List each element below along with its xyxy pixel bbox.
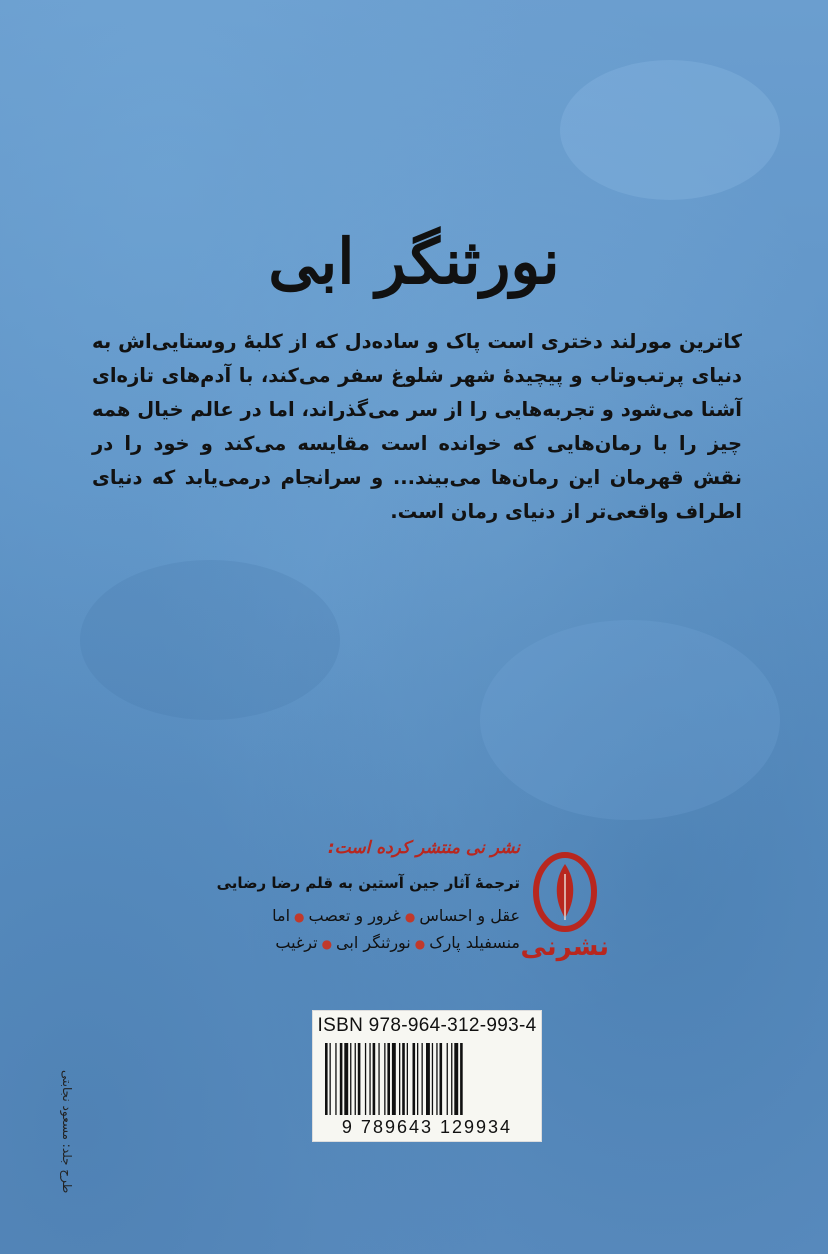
title-item: نورثنگر ابی bbox=[336, 933, 411, 952]
barcode-bar bbox=[340, 1043, 343, 1115]
barcode-bar bbox=[417, 1043, 418, 1115]
titles-line-2 bbox=[240, 933, 520, 952]
barcode-bar bbox=[335, 1043, 336, 1115]
barcode-bar bbox=[369, 1043, 370, 1115]
barcode-bar bbox=[432, 1043, 433, 1115]
publisher-heading: نشر نی منتشر کرده است: bbox=[327, 838, 520, 858]
book-blurb: کاترین مورلند دختری است پاک و ساده‌دل که از کلبهٔ روستایی‌اش به دنیای پرتب‌وتاب و پیچیدهٔ شهر شلوغ سفر می‌کند، با آدم‌های تازه‌ای آشنا می‌شود و تجربه‌هایی را از سر می‌گذراند، اما در عالم خیال همه چیز را با رمان‌هایی که خوانده است مقایسه می‌کند و خود را در نقش قهرمان این رمان‌ها می‌بیند... و سرانجام درمی‌یابد که دنیای اطراف واقعی‌تر از دنیای رمان است. bbox=[92, 330, 742, 523]
title-item: غرور و تعصب bbox=[308, 906, 401, 925]
barcode-bar bbox=[436, 1043, 437, 1115]
title-item: منسفیلد پارک bbox=[429, 933, 520, 952]
credit-text: طرح جلد: مسعود نجابتی bbox=[60, 1070, 74, 1194]
barcode-bar bbox=[373, 1043, 376, 1115]
barcode-bar bbox=[344, 1043, 348, 1115]
barcode-bar bbox=[413, 1043, 416, 1115]
barcode-bar bbox=[460, 1043, 463, 1115]
publisher-logo-text: نشرنی bbox=[520, 932, 609, 962]
title-item: عقل و احساس bbox=[419, 906, 520, 925]
barcode-bar bbox=[358, 1043, 361, 1115]
barcode-icon bbox=[323, 1043, 531, 1115]
publisher-list bbox=[216, 838, 520, 960]
cover-design-credit bbox=[60, 1070, 80, 1220]
barcode-bar bbox=[451, 1043, 452, 1115]
bullet-icon: ● bbox=[294, 909, 305, 924]
barcode-bar bbox=[355, 1043, 356, 1115]
title-item: اما bbox=[272, 906, 291, 925]
barcode-bar bbox=[365, 1043, 366, 1115]
barcode-label bbox=[312, 1010, 542, 1142]
barcode-bar bbox=[426, 1043, 430, 1115]
barcode-bar bbox=[378, 1043, 379, 1115]
book-title: نورثنگر ابی bbox=[268, 225, 560, 298]
barcode-bar bbox=[330, 1043, 331, 1115]
bullet-icon: ● bbox=[404, 909, 416, 924]
isbn-text: ISBN 978-964-312-993-4 bbox=[317, 1015, 537, 1036]
barcode-bar bbox=[392, 1043, 396, 1115]
barcode-bar bbox=[422, 1043, 423, 1115]
barcode-digits: 9 789643 129934 bbox=[341, 1117, 513, 1137]
barcode-bar bbox=[440, 1043, 443, 1115]
barcode-bar bbox=[384, 1043, 385, 1115]
texture-mottle bbox=[560, 60, 780, 200]
barcode-bar bbox=[447, 1043, 448, 1115]
barcode-bar bbox=[350, 1043, 351, 1115]
barcode-bar bbox=[325, 1043, 328, 1115]
barcode-bar bbox=[399, 1043, 400, 1115]
texture-mottle bbox=[80, 560, 340, 720]
title-item: ترغیب bbox=[275, 933, 318, 952]
bullet-icon: ● bbox=[414, 936, 426, 951]
titles-line-1 bbox=[240, 906, 520, 925]
barcode-bar bbox=[407, 1043, 408, 1115]
barcode-bar bbox=[387, 1043, 390, 1115]
bullet-icon: ● bbox=[321, 936, 333, 951]
texture-mottle bbox=[480, 620, 780, 820]
translator-line: ترجمهٔ آثار جین آستین به قلم رضا رضایی bbox=[216, 874, 520, 892]
barcode-bar bbox=[402, 1043, 405, 1115]
barcode-bar bbox=[454, 1043, 458, 1115]
